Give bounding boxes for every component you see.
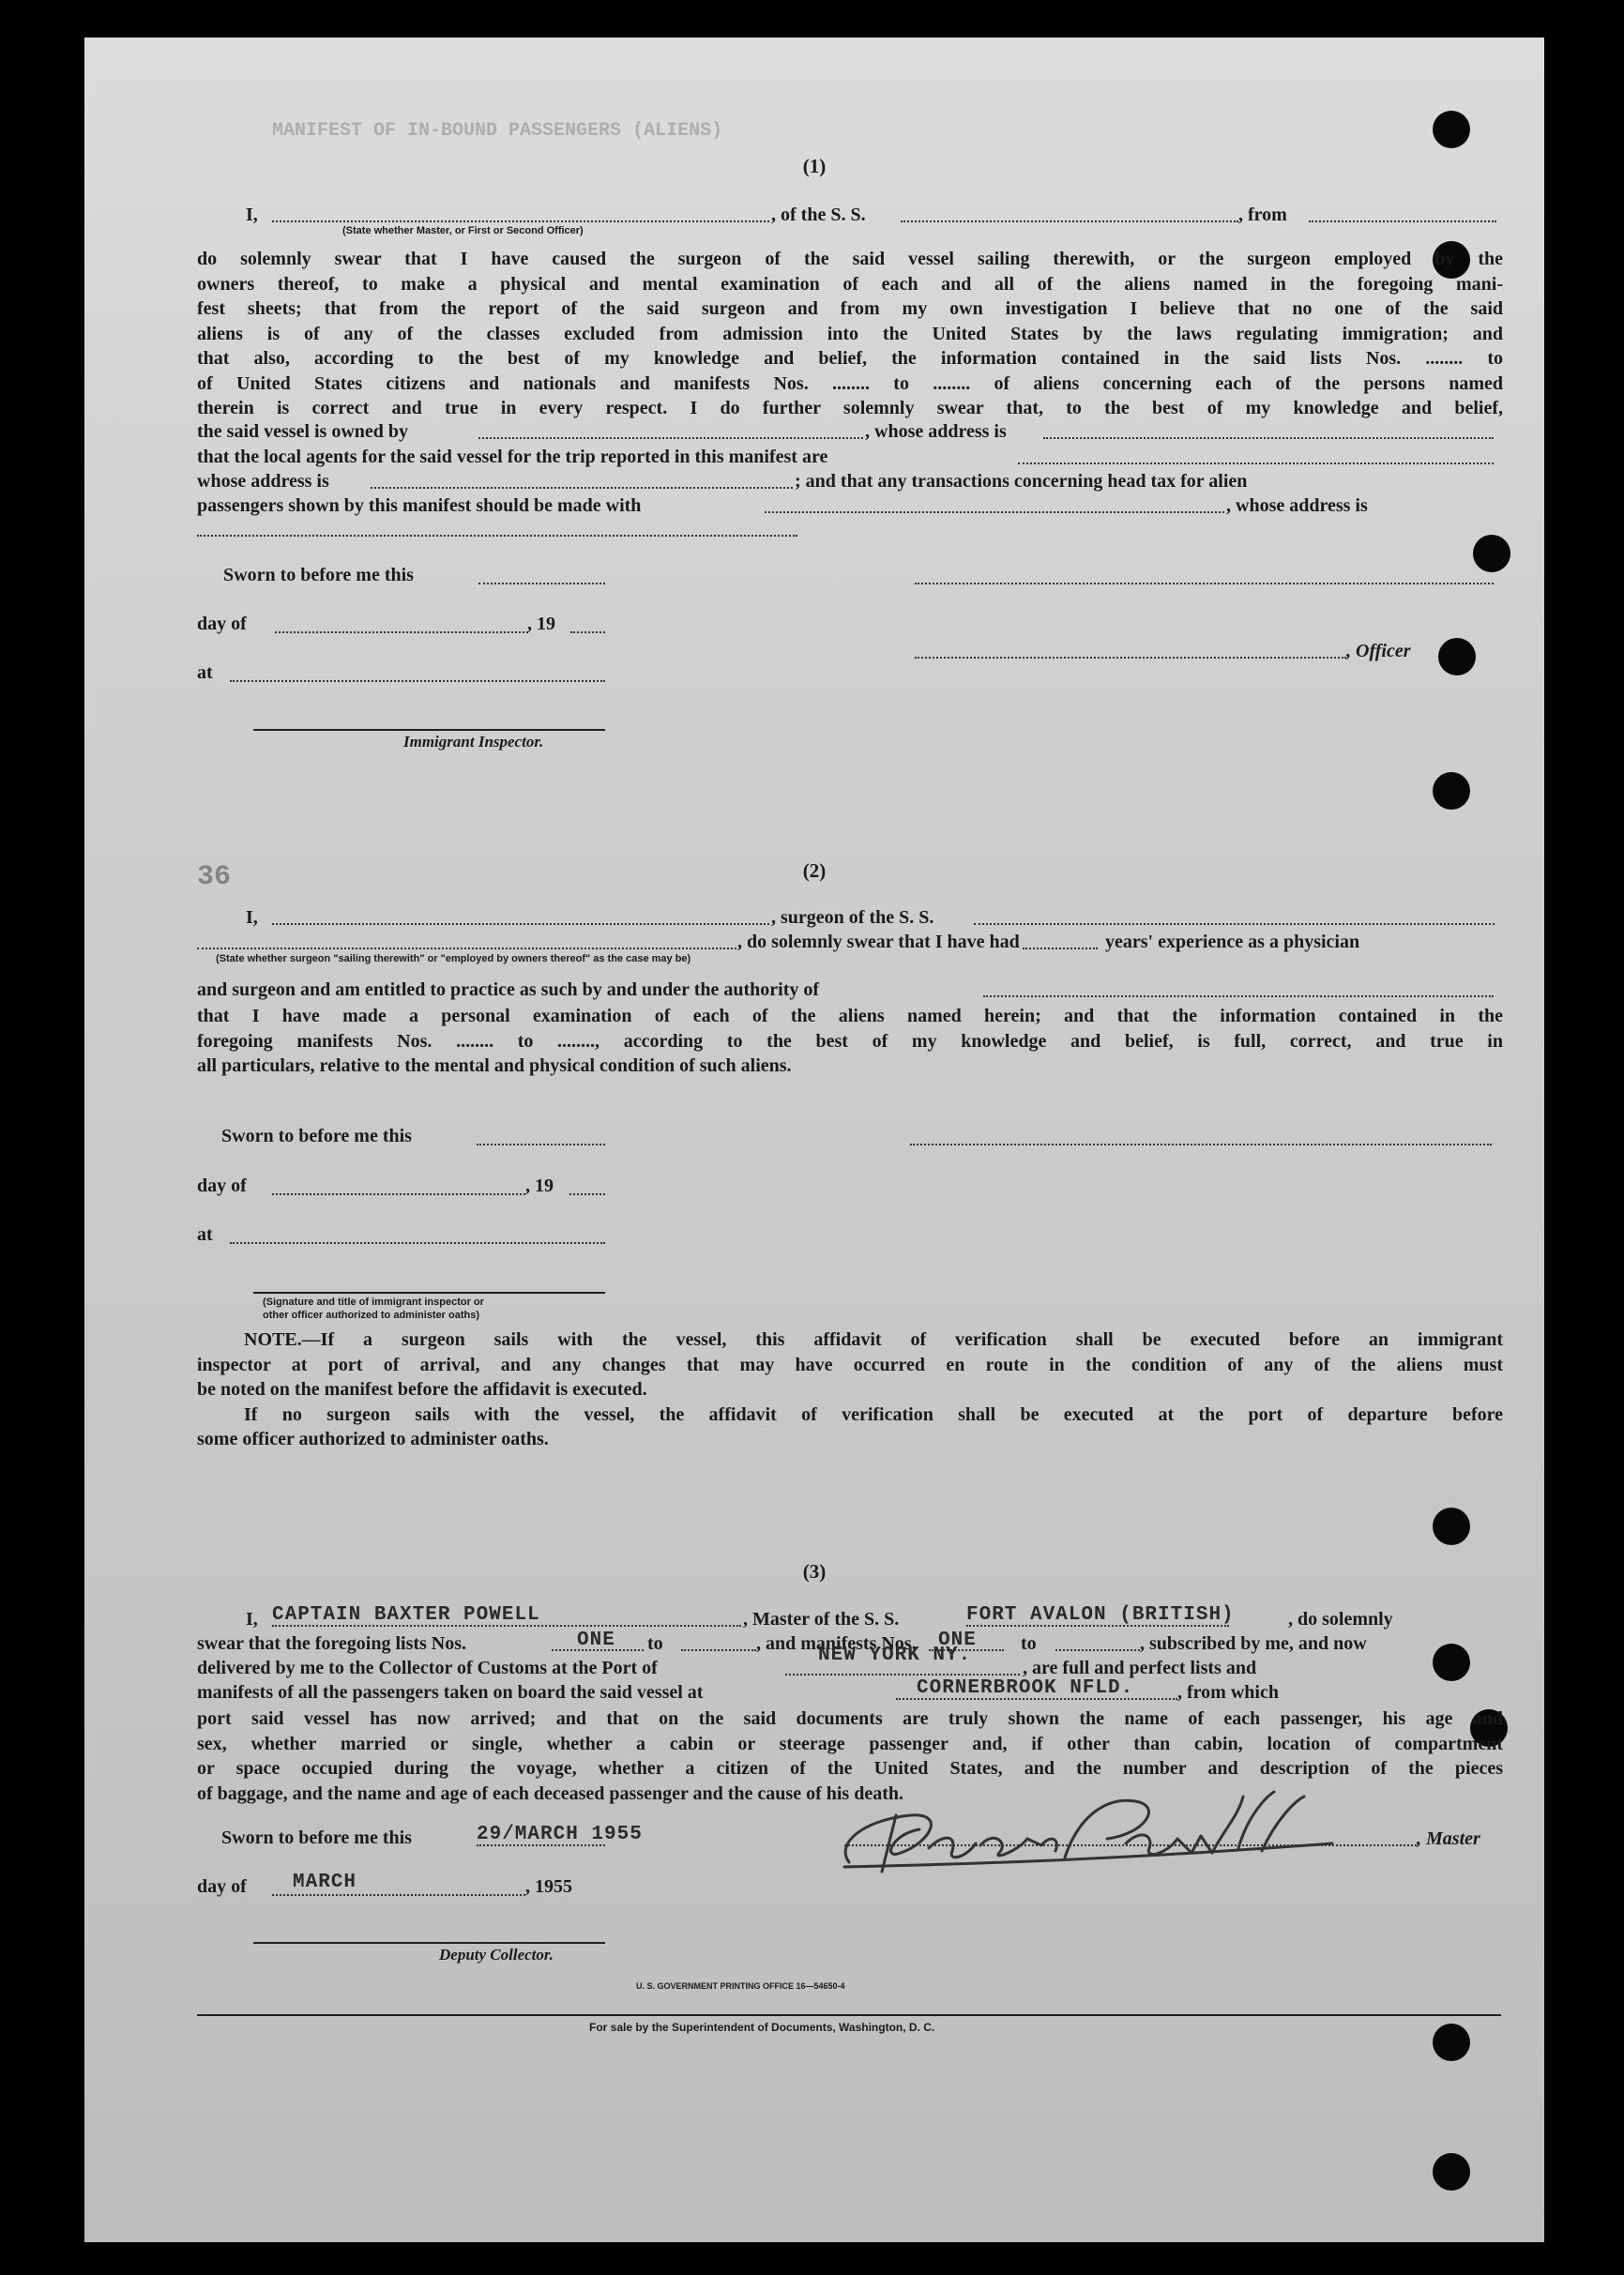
s2-authority-blank xyxy=(983,995,1494,997)
s3-port: NEW YORK NY. xyxy=(818,1645,972,1666)
s2-signature-line xyxy=(910,1144,1492,1145)
s2-caption: (State whether surgeon "sailing therewith" or "employed by owners thereof" as the case may be) xyxy=(216,953,691,964)
s1-owner-address-blank xyxy=(1043,437,1494,439)
s2-day-blank xyxy=(272,1193,525,1195)
s1-row: do solemnly swear that I have caused the surgeon of the said vessel sailing therewith, or the surgeon employed by the xyxy=(197,249,1503,269)
s1-owner-blank xyxy=(478,437,863,439)
s2-at: at xyxy=(197,1224,213,1245)
footer-rule xyxy=(197,2014,1501,2016)
s3-row: or space occupied during the voyage, whether a citizen of the United States, and the number and description of the pieces xyxy=(197,1758,1503,1779)
bleed-through-header: MANIFEST OF IN-BOUND PASSENGERS (ALIENS) xyxy=(272,120,723,142)
s3-departure-port: CORNERBROOK NFLD. xyxy=(917,1677,1134,1699)
s1-inspector-line xyxy=(253,729,605,731)
s2-sailing-blank xyxy=(197,948,736,949)
s3-sworn-blank xyxy=(477,1844,605,1846)
s2-sig-caption-2: other officer authorized to administer oaths) xyxy=(263,1310,480,1321)
s2-surgeon-blank xyxy=(272,923,769,925)
s3-master-signature-line xyxy=(844,1844,1417,1846)
s1-row: therein is correct and true in every respect. I do further solemnly swear that, to the best of my knowledge and belief, xyxy=(197,398,1503,418)
s1-whose-address-end: , whose address is xyxy=(1226,495,1368,516)
s1-row: fest sheets; that from the report of the said surgeon and from my own investigation I believe that no one of the said xyxy=(197,298,1503,319)
s3-sworn: Sworn to before me this xyxy=(221,1828,412,1848)
s2-note-row: If no surgeon sails with the vessel, the affidavit of verification shall be executed at the port of departure before xyxy=(244,1403,1503,1425)
for-sale: For sale by the Superintendent of Documents, Washington, D. C. xyxy=(589,2021,935,2034)
s2-note-row: some officer authorized to administer oaths. xyxy=(197,1429,549,1449)
s1-day-of: day of xyxy=(197,614,247,634)
s1-row: that also, according to the best of my knowledge and belief, the information contained in the said lists Nos. ........ to xyxy=(197,348,1503,369)
s3-manifests-all: manifests of all the passengers taken on board the said vessel at xyxy=(197,1682,704,1703)
s1-agents: that the local agents for the said vessel for the trip reported in this manifest are xyxy=(197,447,828,467)
s1-owned-by: the said vessel is owned by xyxy=(197,421,409,442)
s3-day-of: day of xyxy=(197,1876,247,1897)
s2-note-row: inspector at port of arrival, and any changes that may have occurred en route in the condition of any of the aliens must xyxy=(197,1354,1503,1375)
bleed-through-number: 36 xyxy=(197,861,232,893)
section-1-number: (1) xyxy=(802,155,827,177)
s1-officer-line xyxy=(915,657,1346,659)
s3-delivered: delivered by me to the Collector of Customs at the Port of xyxy=(197,1658,658,1678)
section-2-number: (2) xyxy=(802,859,827,882)
s1-whose-address-is: , whose address is xyxy=(865,421,1007,442)
s1-at-blank xyxy=(230,680,605,682)
binder-hole xyxy=(1433,2153,1470,2191)
s1-day-blank xyxy=(275,631,528,633)
s1-at: at xyxy=(197,662,213,683)
s3-vessel: FORT AVALON (BRITISH) xyxy=(966,1604,1235,1626)
s2-paragraph xyxy=(197,1004,1503,1079)
s1-i: I, xyxy=(246,205,258,225)
s1-agents-blank xyxy=(1018,463,1494,464)
s3-to-1: to xyxy=(647,1633,663,1654)
s2-years-blank xyxy=(1023,948,1098,949)
s1-row: owners thereof, to make a physical and mental examination of each and all of the aliens named in the foregoing mani- xyxy=(197,273,1503,295)
s3-lists-to-blank xyxy=(681,1649,756,1651)
binder-hole xyxy=(1433,111,1470,148)
master-signature xyxy=(826,1778,1351,1881)
s3-from-which: , from which xyxy=(1177,1682,1279,1703)
s1-row: aliens is of any of the classes excluded from admission into the United States by the laws regulating immigration; and xyxy=(197,323,1503,344)
s2-year-blank xyxy=(569,1193,605,1195)
s3-full-lists: , are full and perfect lists and xyxy=(1023,1658,1257,1678)
s2-note-row: be noted on the manifest before the affidavit is executed. xyxy=(197,1379,647,1400)
s3-row: of baggage, and the name and age of each deceased passenger and the cause of his death. xyxy=(197,1782,903,1804)
s1-final-address-blank xyxy=(197,535,797,537)
s1-of-ss: , of the S. S. xyxy=(771,205,866,225)
s1-whose-address: whose address is xyxy=(197,471,329,492)
binder-hole xyxy=(1433,772,1470,810)
s3-manifests-from: ONE xyxy=(938,1630,977,1651)
s2-note xyxy=(197,1327,1503,1452)
s3-master-name: CAPTAIN BAXTER POWELL xyxy=(272,1604,540,1626)
s2-row: all particulars, relative to the mental and physical condition of such aliens. xyxy=(197,1055,792,1076)
s1-paragraph xyxy=(197,247,1503,421)
s2-sig-caption-1: (Signature and title of immigrant inspector or xyxy=(263,1297,484,1308)
s3-row: sex, whether married or single, whether a cabin or steerage passenger and, if other than cabin, location of compartment xyxy=(197,1733,1503,1754)
s3-subscribed: , subscribed by me, and now xyxy=(1140,1633,1367,1654)
s1-officer-signature-line xyxy=(915,583,1494,584)
s1-vessel-blank xyxy=(901,220,1238,222)
s3-master-blank xyxy=(272,1625,741,1627)
s3-lists-from: ONE xyxy=(577,1630,615,1651)
s2-day-of: day of xyxy=(197,1175,247,1196)
binder-hole xyxy=(1433,1508,1470,1545)
s3-departure-blank xyxy=(896,1698,1177,1700)
s3-lists-from-blank xyxy=(552,1649,644,1651)
s1-sworn: Sworn to before me this xyxy=(223,565,414,585)
s1-head-tax: ; and that any transactions concerning head tax for alien xyxy=(795,471,1248,492)
s3-day-month: MARCH xyxy=(293,1872,357,1893)
s2-year: , 19 xyxy=(525,1175,554,1196)
s2-years: years' experience as a physician xyxy=(1105,932,1360,952)
section-3-number: (3) xyxy=(802,1560,827,1583)
s3-master-of: , Master of the S. S. xyxy=(743,1609,900,1630)
s2-inspector-line xyxy=(253,1292,605,1294)
s1-year: , 19 xyxy=(527,614,555,634)
s3-deputy: Deputy Collector. xyxy=(439,1946,554,1964)
s1-sworn-blank xyxy=(478,583,605,584)
s3-swear-lists: swear that the foregoing lists Nos. xyxy=(197,1633,467,1654)
s3-year: , 1955 xyxy=(525,1876,572,1897)
s3-manifests-to-blank xyxy=(1055,1649,1140,1651)
s3-and-manifests: , and manifests Nos. xyxy=(756,1633,917,1654)
s2-i: I, xyxy=(246,907,258,928)
s1-from: , from xyxy=(1238,205,1287,225)
binder-hole xyxy=(1433,1644,1470,1681)
s1-passengers: passengers shown by this manifest should be made with xyxy=(197,495,642,516)
document-page xyxy=(84,38,1544,2242)
s1-agent-address-blank xyxy=(371,487,793,489)
s2-at-blank xyxy=(230,1242,605,1244)
s2-sworn-blank xyxy=(477,1144,605,1145)
s3-port-blank xyxy=(785,1674,1020,1676)
s1-officer: , Officer xyxy=(1346,641,1411,661)
s3-to-2: to xyxy=(1021,1633,1037,1654)
s3-i: I, xyxy=(246,1609,258,1630)
s2-do-swear: , do solemnly swear that I have had xyxy=(737,932,1020,952)
s2-row: that I have made a personal examination of each of the aliens named herein; and that the information contained in the xyxy=(197,1006,1503,1026)
s1-transactions-blank xyxy=(765,511,1224,513)
s1-row: of United States citizens and nationals and manifests Nos. ........ to ........ of aliens concerning each of the persons named xyxy=(197,372,1503,394)
s2-note-row: NOTE.—If a surgeon sails with the vessel, this affidavit of verification shall be executed before an immigrant xyxy=(244,1329,1503,1350)
binder-hole xyxy=(1433,2024,1470,2061)
s3-vessel-blank xyxy=(966,1625,1229,1627)
s1-caption: (State whether Master, or First or Second Officer) xyxy=(342,225,584,236)
s2-sworn: Sworn to before me this xyxy=(221,1126,412,1146)
s2-authority: and surgeon and am entitled to practice as such by and under the authority of xyxy=(197,979,820,1000)
s1-inspector: Immigrant Inspector. xyxy=(403,733,544,751)
printing-office: U. S. GOVERNMENT PRINTING OFFICE 16—54650-4 xyxy=(636,1981,845,1991)
binder-hole xyxy=(1473,535,1510,572)
s2-row: foregoing manifests Nos. ........ to ........, according to the best of my knowledge and belief, is full, correct, and true in xyxy=(197,1030,1503,1052)
s3-day-blank xyxy=(272,1894,525,1896)
s3-sworn-date: 29/MARCH 1955 xyxy=(477,1824,643,1845)
s1-from-blank xyxy=(1309,220,1496,222)
s2-surgeon-of: , surgeon of the S. S. xyxy=(771,907,934,928)
s2-vessel-blank xyxy=(974,923,1495,925)
s3-master-label: , Master xyxy=(1417,1828,1480,1849)
s3-deputy-line xyxy=(253,1942,605,1944)
s3-row: port said vessel has now arrived; and that on the said documents are truly shown the name of each passenger, his age and xyxy=(197,1708,1503,1729)
s1-year-blank xyxy=(570,631,605,633)
binder-hole xyxy=(1438,638,1476,675)
s1-officer-blank xyxy=(272,220,769,222)
s3-do-solemnly: , do solemnly xyxy=(1288,1609,1393,1630)
